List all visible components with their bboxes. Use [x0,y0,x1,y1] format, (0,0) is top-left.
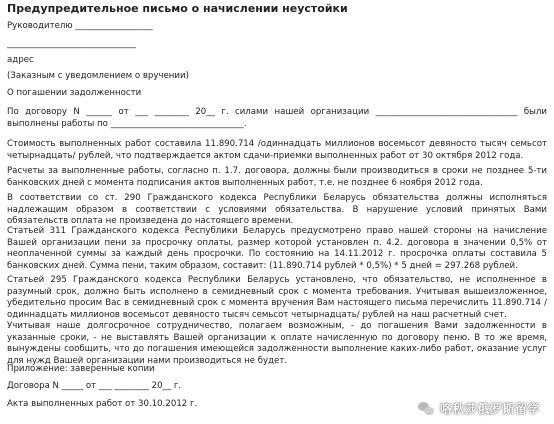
paragraph-obligations: В соответствии со ст. 290 Гражданского кодекса Республики Беларусь обязательства должны исполняться надлежащим образом в соответствии с условиями обязательства. В нарушение условий принятых Вами обязательств оплата не произведена до настоящего времени. [7,193,547,226]
letter-title: Предупредительное письмо о начислении неустойки [7,2,348,15]
paragraph-cooperation: Учитывая наше долгосрочное сотрудничество, полагаем возможным, - до погашения Вами задолженности в указанные сроки, - не выставлять Вашей организации к оплате начисленную по договору пеню. В то же время, вынуждены сообщить, что до погашения имеющейся задолженности выполнение каких-либо работ, оказание услуг для нужд Вашей организации нами производиться не будет. [7,321,547,366]
paragraph-contract: По договору N ______ от ___ ________ 20__ г. силами нашей организации _________________________________ были выполнены работы по _______________________________. [7,107,547,129]
attachments-label: Приложение: заверенные копии [7,364,155,374]
watermark-text: 咯秋莎俄罗斯留学 [439,402,540,416]
attachment-contract: Договора N _____ от ___ ________ 20__ г. [7,381,182,391]
letter-subject: О погашении задолженности [7,88,142,98]
paragraph-cost: Стоимость выполненных работ составила 11.890.714 /одиннадцать миллионов восемьсот девяносто тысяч семьсот четырнадцать/ рублей, что подтверждается актом сдачи-приемки выполненных работ от 30 октября 2012 года. [7,139,547,161]
paragraph-payment-terms: Расчеты за выполненные работы, согласно п. 1.7. договора, должны были производиться в сроки не позднее 5-ти банковских дней с момента подписания актов выполненных работ, т.е. не позднее 6 ноября 2012 года. [7,166,547,188]
watermark [412,397,546,420]
recipient-blank-line: ______________________________ [7,39,136,49]
address-label: адрес [7,55,34,65]
paragraph-penalty: Статьей 311 Гражданского кодекса Республики Беларусь предусмотрено право нашей стороны на начисление Вашей организации пени за просрочку оплаты, размер которой установлен п. 4.2. договора в значении 0,5% от неоплаченной суммы за каждый день просрочки. По состоянию на 14.11.2012 г. просрочка оплаты составила 5 банковских дней. Сумма пени, таким образом, составит: (11.890.714 рублей * 0,5%) * 5 дней = 297.268 рублей. [7,226,547,271]
recipient-line: Руководителю __________________ [7,21,153,31]
wechat-icon [418,402,434,416]
delivery-note: (Заказным с уведомлением о вручении) [7,71,189,81]
paragraph-demand: Статьей 295 Гражданского кодекса Республики Беларусь установлено, что обязательство, не исполненное в разумный срок, должно быть исполнено в семидневный срок с момента требования. Учитывая вышеизложенное, убедительно просим Вас в семидневный срок с момента вручения Вам настоящего письма перечислить 11.890.714 /одиннадцать миллионов восемьсот девяносто тысяч семьсот четырнадцать/ рублей на наш расчетный счет. [7,275,547,320]
attachment-act: Акта выполненных работ от 30.10.2012 г. [7,399,198,409]
